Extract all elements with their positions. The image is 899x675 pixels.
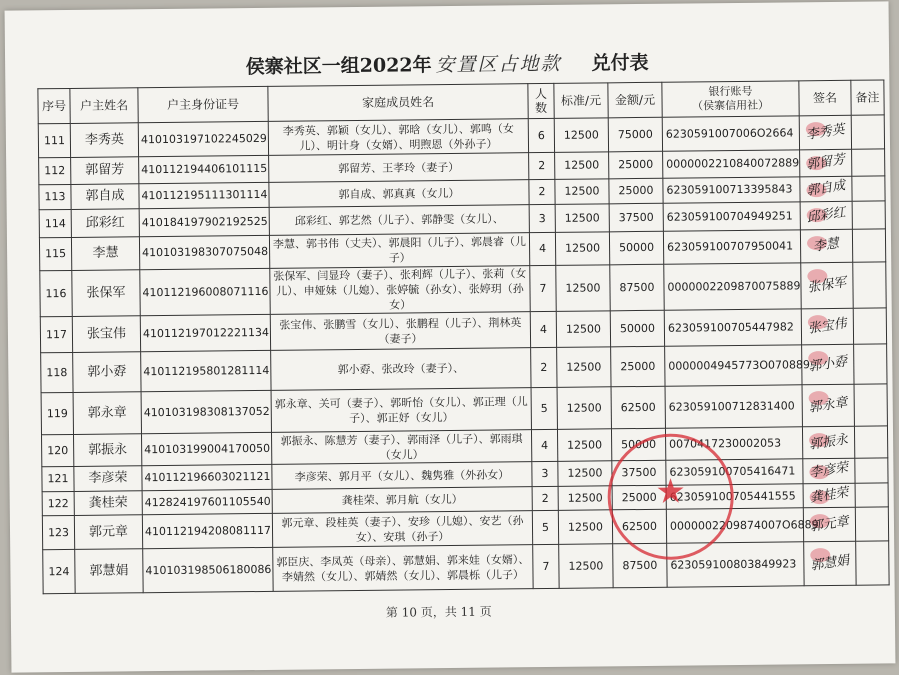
cell-family: 李慧、郭书伟（丈夫）、郭晨阳（儿子）、郭晨睿（儿子） xyxy=(269,233,529,269)
col-header: 户主身份证号 xyxy=(138,86,268,122)
page-title xyxy=(5,45,889,81)
cell-sig xyxy=(800,176,852,202)
title-handwritten: 安置区占地款 xyxy=(435,52,562,77)
cell-amt: 37500 xyxy=(612,460,666,486)
cell-name: 郭元章 xyxy=(74,515,142,550)
cell-sig xyxy=(800,201,852,230)
col-header: 签名 xyxy=(799,80,851,116)
signature: 郭自成 xyxy=(805,178,847,199)
col-header: 标准/元 xyxy=(554,83,608,119)
cell-amt: 75000 xyxy=(608,117,662,152)
signature: 李彦荣 xyxy=(808,460,850,481)
cell-std: 12500 xyxy=(555,232,609,266)
title-main: 侯寨社区一组2022年 xyxy=(245,54,432,79)
cell-family: 李秀英、郭颖（女儿）、郭晗（女儿）、郭鸣（女儿）、明计身（女婿）、明煦恩（外孙子） xyxy=(268,119,528,156)
cell-no: 121 xyxy=(42,466,74,491)
cell-std: 12500 xyxy=(558,510,612,545)
cell-std: 12500 xyxy=(559,544,613,589)
cell-std: 12500 xyxy=(555,204,609,233)
cell-no: 124 xyxy=(43,549,75,593)
cell-remark xyxy=(854,344,887,384)
cell-no: 116 xyxy=(40,270,72,316)
col-header: 备注 xyxy=(851,80,884,115)
col-header: 家庭成员姓名 xyxy=(268,84,528,122)
cell-acct: 623059100803849923 xyxy=(667,542,804,587)
cell-id: 410112197012221134 xyxy=(140,314,270,351)
cell-count: 2 xyxy=(529,152,555,179)
cell-id: 410112195801281114 xyxy=(141,350,271,391)
col-header: 银行账号 （侯寨信用社） xyxy=(662,81,799,117)
cell-remark xyxy=(855,458,888,483)
cell-id: 410103199004170050 xyxy=(141,432,271,465)
cell-sig xyxy=(803,458,855,484)
cell-std: 12500 xyxy=(557,429,611,462)
cell-family: 郭永章、关可（妻子）、郭昕怡（女儿）、郭正理（儿子）、郭正妤（女儿） xyxy=(271,388,531,433)
cell-sig xyxy=(800,229,852,263)
cell-acct: 0000002209874007O6889 xyxy=(666,508,803,543)
cell-name: 郭留芳 xyxy=(71,157,139,185)
cell-no: 123 xyxy=(42,515,74,549)
cell-amt: 50000 xyxy=(611,428,665,461)
cell-acct: 0070417230002053 xyxy=(665,427,802,460)
cell-remark xyxy=(852,201,885,229)
cell-id: 410112194208081117 xyxy=(142,513,272,548)
cell-count: 3 xyxy=(529,204,555,232)
cell-count: 5 xyxy=(531,387,557,429)
cell-no: 117 xyxy=(40,316,72,352)
page-number: 第 10 页，共 11 页 xyxy=(385,604,492,620)
cell-remark xyxy=(854,384,887,426)
cell-acct: 0000004945773O070889 xyxy=(665,345,802,386)
document-page xyxy=(5,1,896,672)
cell-amt: 25000 xyxy=(609,178,663,204)
col-header: 金额/元 xyxy=(608,82,662,118)
cell-id: 410112195111301114 xyxy=(139,182,269,208)
signature: 郭小孬 xyxy=(807,353,849,375)
cell-family: 邱彩红、郭艺然（儿子）、郭静雯（女儿）、 xyxy=(269,205,529,236)
cell-count: 6 xyxy=(528,118,554,152)
signature: 张保军 xyxy=(806,274,848,296)
cell-amt: 25000 xyxy=(611,346,665,387)
cell-remark xyxy=(855,507,888,541)
cell-std: 12500 xyxy=(557,387,611,430)
cell-name: 郭振永 xyxy=(73,434,141,467)
cell-sig xyxy=(802,344,854,385)
cell-amt: 50000 xyxy=(610,310,664,347)
cell-id: 410103198308137052 xyxy=(141,390,271,433)
cell-acct: 623059100713395843 xyxy=(663,177,800,203)
col-header: 人数 xyxy=(528,83,554,118)
cell-remark xyxy=(854,426,887,458)
cell-amt: 25000 xyxy=(609,151,663,179)
cell-acct: 623059100705416471 xyxy=(666,459,803,485)
cell-no: 111 xyxy=(38,123,70,157)
cell-name: 龚桂荣 xyxy=(74,491,142,516)
cell-remark xyxy=(853,308,886,344)
cell-count: 3 xyxy=(532,461,558,486)
cell-count: 4 xyxy=(530,311,556,347)
cell-id: 410184197902192525 xyxy=(139,207,269,236)
cell-amt: 87500 xyxy=(613,543,667,588)
cell-name: 张保军 xyxy=(72,270,140,317)
cell-no: 112 xyxy=(39,157,71,184)
seal-ring-text xyxy=(620,448,720,449)
cell-remark xyxy=(852,149,885,176)
cell-no: 118 xyxy=(41,352,73,392)
cell-amt: 25000 xyxy=(612,485,666,510)
cell-sig xyxy=(803,483,855,508)
cell-sig xyxy=(803,507,855,542)
cell-remark xyxy=(855,483,888,507)
cell-family: 龚桂荣、郭月航（女儿） xyxy=(272,487,532,514)
cell-id: 410112196008071116 xyxy=(140,268,270,315)
cell-name: 李慧 xyxy=(71,237,139,271)
cell-name: 郭小孬 xyxy=(73,352,141,393)
cell-no: 114 xyxy=(39,209,71,237)
cell-std: 12500 xyxy=(558,461,612,487)
cell-remark xyxy=(852,176,885,201)
cell-name: 张宝伟 xyxy=(72,316,140,353)
cell-family: 郭自成、郭真真（女儿） xyxy=(269,180,529,208)
cell-sig xyxy=(802,426,854,459)
cell-std: 12500 xyxy=(558,486,612,511)
cell-no: 119 xyxy=(41,392,73,434)
cell-acct: 0000002210840072889 xyxy=(663,150,800,178)
cell-family: 郭元章、段桂英（妻子）、安珍（儿媳）、安艺（孙女）、安琪（孙子） xyxy=(272,511,532,548)
cell-remark xyxy=(856,541,889,585)
cell-name: 李彦荣 xyxy=(74,466,142,492)
title-tail: 兑付表 xyxy=(591,51,649,75)
cell-amt: 37500 xyxy=(609,203,663,232)
signature: 李慧 xyxy=(812,236,841,255)
cell-name: 郭永章 xyxy=(73,392,141,435)
cell-id: 410103198506180086 xyxy=(143,547,273,592)
cell-std: 12500 xyxy=(557,347,611,388)
cell-family: 郭臣庆、李凤英（母亲）、郭慧娟、郭来娃（女婿）、李婧然（女儿）、郭婧然（女儿）、郭晨栎（儿子） xyxy=(273,545,533,592)
signature: 郭元章 xyxy=(808,513,850,535)
cell-std: 12500 xyxy=(554,118,608,153)
cell-sig xyxy=(801,262,853,309)
cell-std: 12500 xyxy=(556,311,610,348)
cell-sig xyxy=(800,149,852,177)
cell-id: 410103198307075048 xyxy=(139,235,269,269)
cell-no: 115 xyxy=(39,237,71,270)
cell-family: 张保军、闫显玲（妻子）、张利辉（儿子）、张莉（女儿）、申娅妹（儿媳）、张婷毓（孙女）、张婷玥（孙女） xyxy=(270,266,530,315)
cell-sig xyxy=(801,308,853,345)
signature: 郭留芳 xyxy=(805,152,847,173)
cell-family: 郭小孬、张改玲（妻子）、 xyxy=(271,348,531,391)
cell-count: 2 xyxy=(531,347,557,387)
cell-family: 郭振永、陈慧芳（妻子）、郭雨泽（儿子）、郭雨琪（女儿） xyxy=(271,430,531,465)
table-row xyxy=(43,541,889,594)
cell-family: 李彦荣、郭月平（女儿）、魏隽雅（外孙女） xyxy=(272,462,532,490)
signature: 龚桂荣 xyxy=(808,484,850,506)
cell-name: 邱彩红 xyxy=(71,209,139,238)
cell-std: 12500 xyxy=(555,179,609,205)
cell-sig xyxy=(804,541,856,586)
cell-id: 410103197102245029 xyxy=(138,121,268,156)
cell-acct: 0000002209870075889 xyxy=(664,263,801,310)
payment-table xyxy=(37,79,889,594)
col-header: 序号 xyxy=(38,88,70,123)
cell-no: 122 xyxy=(42,491,74,515)
cell-name: 李秀英 xyxy=(70,123,138,158)
signature: 郭振永 xyxy=(808,431,849,453)
cell-amt: 87500 xyxy=(610,264,664,311)
cell-acct: 623059100705447982 xyxy=(664,309,801,346)
cell-name: 郭慧娟 xyxy=(75,549,143,594)
cell-count: 7 xyxy=(530,265,556,311)
cell-id: 412824197601105540 xyxy=(142,489,272,514)
cell-no: 120 xyxy=(42,434,74,466)
cell-count: 2 xyxy=(532,486,558,510)
cell-acct: 623059100704949251 xyxy=(663,202,800,231)
cell-acct: 623059100712831400 xyxy=(665,385,802,428)
cell-family: 张宝伟、张鹏雪（女儿）、张鹏程（儿子）、荆林英（妻子） xyxy=(270,312,530,351)
cell-amt: 62500 xyxy=(611,386,665,429)
signature: 郭永章 xyxy=(807,394,849,416)
seal-star-icon: ★ xyxy=(655,471,687,512)
cell-sig xyxy=(802,384,854,427)
cell-std: 12500 xyxy=(555,152,609,180)
col-header: 户主姓名 xyxy=(70,88,138,124)
signature: 张宝伟 xyxy=(806,315,848,337)
cell-remark xyxy=(852,229,885,262)
cell-family: 郭留芳、王孝玲（妻子） xyxy=(269,153,529,183)
cell-remark xyxy=(851,115,884,149)
official-seal xyxy=(607,433,734,560)
cell-acct: 623059100707950041 xyxy=(663,230,800,264)
cell-sig xyxy=(799,115,851,150)
cell-amt: 50000 xyxy=(609,231,663,265)
cell-amt: 62500 xyxy=(612,509,666,544)
cell-id: 410112194406101115 xyxy=(139,155,269,183)
cell-name: 郭自成 xyxy=(71,184,139,210)
cell-count: 2 xyxy=(529,179,555,204)
cell-acct: 623059100705441555 xyxy=(666,484,803,509)
cell-count: 7 xyxy=(533,544,559,588)
cell-std: 12500 xyxy=(556,265,610,312)
cell-id: 410112196603021121 xyxy=(142,464,272,490)
signature: 邱彩红 xyxy=(805,204,847,226)
cell-count: 4 xyxy=(531,429,557,461)
cell-no: 113 xyxy=(39,184,71,209)
cell-remark xyxy=(853,262,886,308)
cell-count: 5 xyxy=(532,510,558,544)
cell-acct: 6230591007006O2664 xyxy=(662,116,799,151)
signature: 李秀英 xyxy=(804,121,846,143)
signature: 郭慧娟 xyxy=(809,552,851,574)
cell-count: 4 xyxy=(529,232,555,265)
